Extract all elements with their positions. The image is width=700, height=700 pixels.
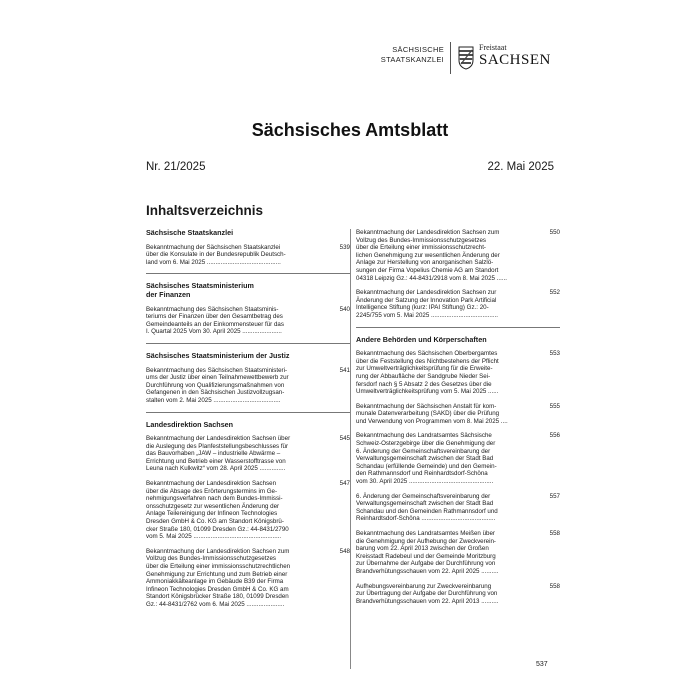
logo-divider [450, 42, 451, 74]
freistaat-sachsen-wordmark: Freistaat SACHSEN [479, 43, 551, 68]
entry-page: 558 [549, 582, 560, 590]
section-divider [146, 273, 350, 274]
entry-text: Bekanntmachung der Landesdirektion Sachsen über die Auslegung des Planfeststellungsbeschlusses für das Bauvorhaben „JAW – industrielle Abwärme – Errichtung und Betrieb einer Wasserstofftrasse von Leuna nach Kulkwitz“ vom 28. April 2025 ............... [146, 435, 291, 473]
entry-text: Bekanntmachung des Sächsischen Staatsminis- teriums der Finanzen über den Gesamtbetrag des Gemeindeanteils an der Einkommensteuer für das I. Quartal 2025 Vom 30. April 2025 ....................... [146, 305, 284, 336]
toc-entry[interactable] [356, 403, 560, 426]
toc-entry[interactable] [356, 289, 560, 319]
section-title: Sächsisches Staatsministerium der Justiz [146, 350, 290, 360]
section-divider [146, 412, 350, 413]
entry-text: Bekanntmachung der Sächsischen Anstalt für kom- munale Datenverarbeitung (SAKD) über die Prüfung und Verwendung von Programmen vom 8. Mai 2025 .... [356, 402, 508, 425]
toc-entry[interactable] [356, 530, 560, 576]
entry-page: 550 [549, 229, 560, 236]
entry-text: Bekanntmachung des Sächsischen Oberbergamtes über die Feststellung des Nichtbestehens der Pflicht zur Umweltverträglichkeitsprüfung für die Erweite- rung der Abbaufläche der Sandgrube Nieder Sei- fersdorf nach § 5 Absatz 2 des Gesetzes über die Umweltverträglichkeitsprüfung vom 5. Mai 2025 ...... [356, 350, 499, 396]
entry-page: 545 [339, 435, 350, 443]
toc-entry[interactable] [146, 244, 350, 267]
staatskanzlei-wordmark: SÄCHSISCHE STAATSKANZLEI [380, 45, 444, 64]
entry-page: 539 [339, 243, 350, 251]
entry-text: Bekanntmachung der Landesdirektion Sachsen zum Vollzug des Bundes-Immissionsschutzgesetzes über die Erteilung einer immissionsschutzrecht- lichen Genehmigung zur wesentlichen Änderung der Anlage zur Herstellung von anorganischen Salzlö- sungen der Firma Vopelius Chemie AG am Standort 04318 Leipzig Gz.: 44-8431/2918 vom 8. Mai 2025 ...... [356, 229, 508, 282]
toc-entry[interactable] [146, 306, 350, 336]
toc-heading: Inhaltsverzeichnis [146, 203, 264, 218]
entry-text: Bekanntmachung der Landesdirektion Sachsen über die Absage des Erörterungstermins im Ge- nehmigungsverfahren nach dem Bundes-Immissi- onsschutzgesetz zur wesentlichen Änderung der Anlage Teilereinigung der Infineon Technologies Dresden GmbH & Co. KG am Standort Königsbrü- cker Straße 180, 01099 Dresden Gz.: 44-8431/2790 vom 5. Mai 2025 ................................................... [146, 480, 289, 541]
entry-page: 556 [549, 432, 560, 440]
entry-page: 557 [549, 492, 560, 500]
section-title: Andere Behörden und Körperschaften [356, 334, 487, 344]
toc-entry[interactable] [146, 367, 350, 405]
entry-page: 555 [549, 402, 560, 410]
entry-page: 548 [339, 547, 350, 555]
toc-entry[interactable] [356, 229, 560, 282]
section-divider [356, 327, 560, 328]
toc-entry[interactable] [146, 480, 350, 541]
entry-text: Bekanntmachung der Sächsischen Staatskanzlei über die Konsulate in der Bundesrepublik Deutsch- land vom 6. Mai 2025 ........................................... [146, 243, 286, 266]
column-divider [350, 229, 351, 669]
section-title: Sächsisches Staatsministerium der Finanzen [146, 281, 254, 299]
toc-left-column [146, 229, 350, 616]
entry-text: Bekanntmachung der Landesdirektion Sachsen zur Änderung der Satzung der Innovation Park Artificial Intelligence Stiftung (kurz: IPAI Stiftung) Gz.: 20- 2245/755 vom 5. Mai 2025 ....................................... [356, 289, 499, 319]
toc-entry[interactable] [146, 435, 350, 473]
entry-page: 541 [339, 366, 350, 374]
section-divider [146, 343, 350, 344]
toc-entry[interactable] [356, 493, 560, 523]
entry-text: Bekanntmachung des Sächsischen Staatsministeri- ums der Justiz über einen Teilnahmewettbewerb zur Durchführung von Qualifizierungsmaßnahmen von Gefangenen in den Sächsischen Justizvollzugsan- stalten vom 2. Mai 2025 ....................................... [146, 366, 289, 404]
saxony-crest-icon [458, 46, 474, 70]
toc-entry[interactable] [356, 432, 560, 485]
section-title: Sächsische Staatskanzlei [146, 228, 234, 237]
document-title: Sächsisches Amtsblatt [251, 120, 449, 140]
entry-page: 552 [549, 289, 560, 297]
entry-page: 547 [339, 480, 350, 488]
issue-date: 22. Mai 2025 [487, 161, 554, 173]
entry-text: Bekanntmachung der Landesdirektion Sachsen zum Vollzug des Bundes-Immissionsschutzgesetzes über die Erteilung einer immissionsschutzrechtlichen Genehmigung zur Errichtung und zum Betrieb einer Ammoniakkälteanlage im Gebäude B39 der Firma Infineon Technologies Dresden GmbH & Co. KG am Standort Königsbrücker Straße 180, 01099 Dresden Gz.: 44-8431/2762 vom 6. Mai 2025 ...................... [146, 547, 291, 608]
entry-page: 558 [549, 530, 560, 537]
toc-right-column [356, 229, 560, 612]
toc-entry[interactable] [146, 548, 350, 609]
page-number: 537 [536, 661, 548, 668]
section-title: Landesdirektion Sachsen [146, 419, 234, 429]
toc-entry[interactable] [356, 583, 560, 606]
entry-page: 540 [339, 305, 350, 313]
entry-page: 553 [549, 350, 560, 358]
entry-text: Bekanntmachung des Landratsamtes Meißen über die Genehmigung der Aufhebung der Zweckverein- barung vom 22. April 2013 zwischen der Großen Kreisstadt Radebeul und der Gemeinde Moritzburg zur Übernahme der Aufgabe der Durchführung von Brandverhütungsschauen vom 22. April 2025 .......... [356, 530, 499, 575]
entry-text: Bekanntmachung des Landratsamtes Sächsische Schweiz-Osterzgebirge über die Genehmigung der 6. Änderung der Gemeinschaftsvereinbarung der Verwaltungsgemeinschaft zwischen der Stadt Bad Schandau (erfüllende Gemeinde) und den Gemein- den Rathmannsdorf und Reinhardtsdorf-Schöna vom 30. April 2025 ................................................. [356, 432, 497, 486]
entry-text: 6. Änderung der Gemeinschaftsvereinbarung der Verwaltungsgemeinschaft zwischen der Stadt Bad Schandau und den Gemeinden Rathmannsdorf und Reinhardtsdorf-Schöna ........................................... [356, 492, 498, 523]
toc-entry[interactable] [356, 350, 560, 396]
header-logo [380, 42, 566, 76]
issue-number: Nr. 21/2025 [146, 161, 206, 173]
entry-text: Aufhebungsvereinbarung zur Zweckvereinbarung zur Übertragung der Aufgabe der Durchführung von Brandverhütungsschauen vom 22. April 2013 .......... [356, 582, 499, 605]
